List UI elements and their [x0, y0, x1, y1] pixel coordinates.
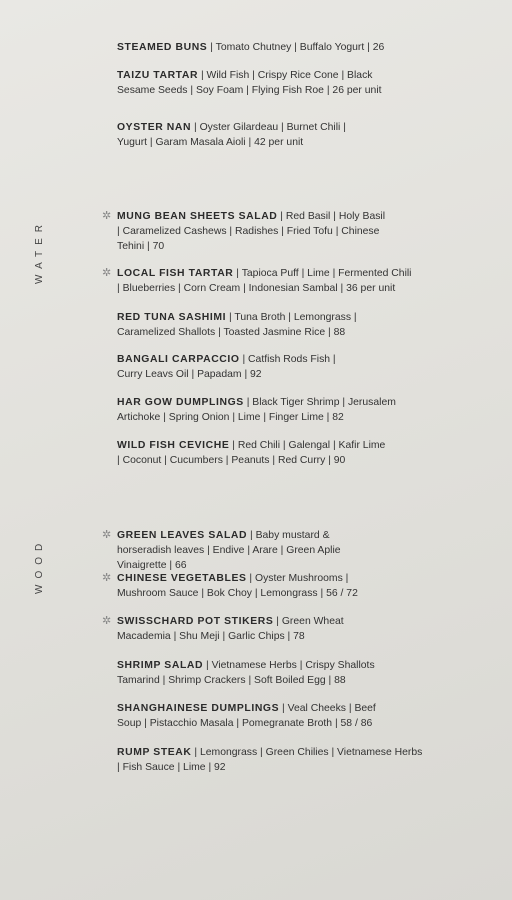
menu-item	[102, 614, 397, 644]
menu-item-desc: | Lemongrass | Green Chilies | Vietnamese Herbs | Fish Sauce | Lime | 92	[117, 747, 423, 773]
menu-item-desc: | Red Basil | Holy Basil | Caramelized Cashews | Radishes | Fried Tofu | Chinese Tehini | 70	[117, 211, 386, 252]
menu-item	[117, 701, 397, 731]
asterisk-icon: ✲	[102, 615, 112, 627]
menu-item-desc: | Red Chili | Galengal | Kafir Lime | Coconut | Cucumbers | Peanuts | Red Curry | 90	[117, 440, 386, 466]
menu-item-desc: | Vietnamese Herbs | Crispy Shallots Tamarind | Shrimp Crackers | Soft Boiled Egg | 88	[117, 660, 375, 686]
menu-item-desc: | Oyster Gilardeau | Burnet Chili | Yugurt | Garam Masala Aioli | 42 per unit	[117, 122, 346, 148]
section-label-wood: WOOD	[34, 537, 45, 594]
menu-item	[117, 120, 357, 150]
menu-item	[117, 658, 377, 688]
menu-item	[117, 310, 367, 340]
menu-item-name: TAIZU TARTAR	[117, 70, 199, 81]
menu-item-desc: | Wild Fish | Crispy Rice Cone | Black Sesame Seeds | Soy Foam | Flying Fish Roe | 26 per unit	[117, 70, 382, 96]
menu-item	[117, 438, 387, 468]
menu-item	[117, 395, 417, 425]
section-label-water: WATER	[34, 219, 45, 284]
asterisk-icon: ✲	[102, 529, 112, 541]
menu-item-name: MUNG BEAN SHEETS SALAD	[117, 211, 278, 222]
menu-item-name: CHINESE VEGETABLES	[117, 573, 247, 584]
menu-item-name: SWISSCHARD POT STIKERS	[117, 616, 274, 627]
menu-item-desc: | Tomato Chutney | Buffalo Yogurt | 26	[207, 42, 385, 53]
menu-item	[117, 352, 337, 382]
menu-item-desc: | Black Tiger Shrimp | Jerusalem Artichoke | Spring Onion | Lime | Finger Lime | 82	[117, 397, 396, 423]
menu-item-desc: | Tuna Broth | Lemongrass | Caramelized Shallots | Toasted Jasmine Rice | 88	[117, 312, 357, 338]
menu-item-name: SHRIMP SALAD	[117, 660, 204, 671]
menu-item	[102, 266, 417, 296]
menu-item-name: OYSTER NAN	[117, 122, 192, 133]
menu-item-desc: | Green Wheat Macademia | Shu Meji | Garlic Chips | 78	[117, 616, 344, 642]
asterisk-icon: ✲	[102, 210, 112, 222]
menu-item	[102, 209, 387, 254]
asterisk-icon: ✲	[102, 267, 112, 279]
menu-item	[117, 745, 427, 775]
menu-item-name: HAR GOW DUMPLINGS	[117, 397, 244, 408]
menu-item-desc: | Catfish Rods Fish | Curry Leavs Oil | Papadam | 92	[117, 354, 336, 380]
menu-item-desc: | Veal Cheeks | Beef Soup | Pistacchio Masala | Pomegranate Broth | 58 / 86	[117, 703, 376, 729]
menu-item-desc: | Tapioca Puff | Lime | Fermented Chili | Blueberries | Corn Cream | Indonesian Sambal | 36 per unit	[117, 268, 412, 294]
menu-item-name: LOCAL FISH TARTAR	[117, 268, 234, 279]
menu-item	[117, 40, 497, 55]
menu-item-name: RED TUNA SASHIMI	[117, 312, 227, 323]
menu-item-name: GREEN LEAVES SALAD	[117, 530, 248, 541]
menu-item-desc: | Baby mustard & horseradish leaves | Endive | Arare | Green Aplie Vinaigrette | 66	[117, 530, 341, 571]
menu-item-name: BANGALI CARPACCIO	[117, 354, 240, 365]
asterisk-icon: ✲	[102, 572, 112, 584]
menu-item-name: RUMP STEAK	[117, 747, 192, 758]
menu-item-desc: | Oyster Mushrooms | Mushroom Sauce | Bok Choy | Lemongrass | 56 / 72	[117, 573, 358, 599]
menu-item-name: SHANGHAINESE DUMPLINGS	[117, 703, 280, 714]
menu-item	[102, 528, 377, 573]
menu-item	[117, 68, 402, 98]
menu-item-name: STEAMED BUNS	[117, 42, 208, 53]
menu-item-name: WILD FISH CEVICHE	[117, 440, 230, 451]
menu-item	[102, 571, 367, 601]
